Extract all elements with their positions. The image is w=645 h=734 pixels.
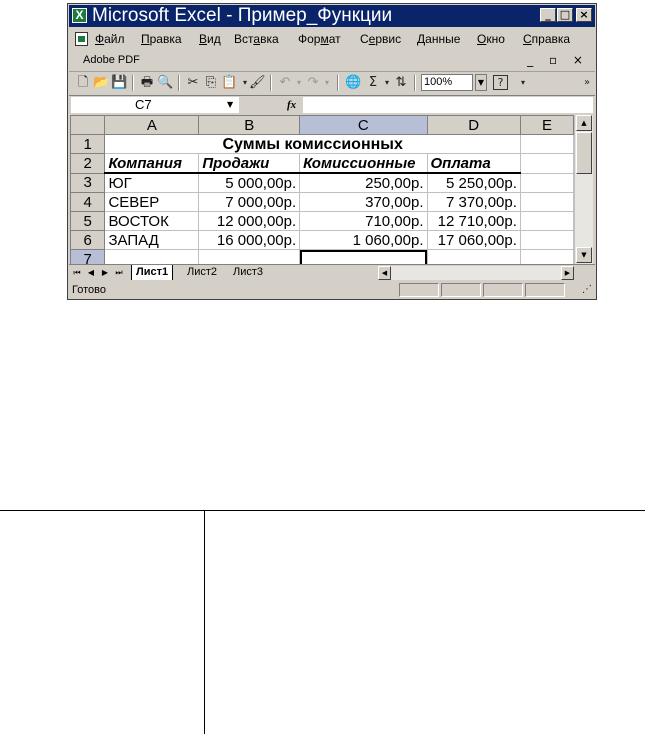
cut-icon[interactable]: ✂	[187, 75, 199, 90]
print-icon[interactable]: 🖶	[140, 75, 154, 90]
data-cell[interactable]: 7 000,00р.	[199, 193, 300, 212]
data-cell[interactable]: 5 000,00р.	[199, 173, 300, 193]
horizontal-scrollbar[interactable]	[378, 266, 574, 280]
cell-table	[70, 115, 574, 264]
maximize-button[interactable]: □	[557, 8, 573, 22]
data-cell[interactable]: СЕВЕР	[105, 193, 199, 212]
toolbar-overflow-icon[interactable]: »	[583, 77, 591, 88]
paste-icon[interactable]: 📋	[221, 75, 238, 90]
help-icon[interactable]: ?	[493, 75, 508, 90]
formula-input[interactable]	[303, 97, 593, 113]
status-panel	[483, 283, 523, 297]
toolbar-separator	[414, 75, 416, 91]
column-header-d[interactable]: D	[427, 116, 520, 135]
header-cell-payment[interactable]: Оплата	[427, 154, 520, 174]
header-cell-sales[interactable]: Продажи	[199, 154, 300, 174]
menu-edit[interactable]: Правка	[141, 32, 182, 46]
cell[interactable]	[520, 193, 573, 212]
menu-file[interactable]: Файл	[95, 32, 125, 46]
status-panel	[525, 283, 565, 297]
adobe-pdf-toolbar	[69, 50, 595, 72]
row-header[interactable]: 1	[71, 135, 105, 154]
document-window-controls[interactable]: _ ▫ ×	[527, 53, 589, 67]
cell[interactable]	[520, 173, 573, 193]
row-header[interactable]: 4	[71, 193, 105, 212]
window-title: Microsoft Excel - Пример_Функции	[92, 5, 393, 26]
menu-tools[interactable]: Сервис	[360, 32, 402, 46]
active-cell-c7[interactable]	[300, 250, 427, 265]
prev-sheet-icon[interactable]: ◀	[87, 268, 95, 277]
sheet-tab-3[interactable]: Лист3	[233, 266, 264, 278]
cell[interactable]	[427, 250, 520, 265]
column-header-c[interactable]: C	[300, 116, 427, 135]
row-header[interactable]: 7	[71, 250, 105, 265]
redo-icon[interactable]: ↷	[307, 75, 319, 90]
menu-window[interactable]: Окно	[477, 32, 505, 46]
cell[interactable]	[520, 212, 573, 231]
column-header-a[interactable]: A	[105, 116, 199, 135]
data-cell[interactable]: 12 000,00р.	[199, 212, 300, 231]
divider-line	[0, 510, 645, 511]
next-sheet-icon[interactable]: ▶	[101, 268, 109, 277]
minimize-button[interactable]: _	[540, 8, 556, 22]
data-cell[interactable]: 7 370,00р.	[427, 193, 520, 212]
close-button[interactable]: ×	[576, 8, 592, 22]
menu-help[interactable]: Справка	[523, 32, 571, 46]
scroll-down-icon[interactable]: ▼	[576, 247, 592, 263]
sort-ascending-icon[interactable]: ⇅	[395, 75, 407, 90]
cell[interactable]	[520, 135, 573, 154]
open-folder-icon[interactable]: 📂	[93, 75, 110, 90]
excel-app-icon[interactable]: X	[72, 8, 87, 23]
row-header[interactable]: 3	[71, 173, 105, 193]
worksheet-grid	[70, 115, 574, 264]
sheet-tab-bar	[69, 264, 595, 281]
workbook-icon[interactable]	[75, 32, 88, 46]
toolbar-separator	[178, 75, 180, 91]
cell[interactable]	[105, 250, 199, 265]
data-cell[interactable]: ЗАПАД	[105, 231, 199, 250]
last-sheet-icon[interactable]: ⏭	[115, 268, 123, 277]
toolbar-separator	[132, 75, 134, 91]
zoom-dropdown-icon[interactable]: ▼	[475, 74, 487, 91]
header-cell-company[interactable]: Компания	[105, 154, 199, 174]
select-all-corner[interactable]	[71, 116, 105, 135]
format-painter-icon[interactable]: 🖌	[249, 75, 266, 90]
status-bar	[69, 281, 595, 299]
print-preview-icon[interactable]: 🔍	[157, 75, 174, 90]
data-cell[interactable]: ВОСТОК	[105, 212, 199, 231]
new-document-icon[interactable]: 🗋	[77, 75, 89, 90]
resize-grip-icon[interactable]: ⋰	[582, 284, 592, 295]
redo-dropdown-icon[interactable]: ▾	[324, 78, 329, 87]
row-header[interactable]: 5	[71, 212, 105, 231]
zoom-select[interactable]: 100%	[421, 74, 473, 91]
status-text: Готово	[72, 284, 106, 296]
menu-format[interactable]: Формат	[298, 32, 341, 46]
vertical-scrollbar[interactable]	[574, 115, 593, 264]
data-cell[interactable]: ЮГ	[105, 173, 199, 193]
row-header[interactable]: 2	[71, 154, 105, 174]
data-cell[interactable]: 1 060,00р.	[300, 231, 427, 250]
header-cell-commission[interactable]: Комиссионные	[300, 154, 427, 174]
paste-dropdown-icon[interactable]: ▾	[242, 78, 247, 87]
formula-bar	[69, 96, 595, 114]
column-header-b[interactable]: B	[199, 116, 300, 135]
row-header[interactable]: 6	[71, 231, 105, 250]
first-sheet-icon[interactable]: ⏮	[73, 268, 81, 277]
save-icon[interactable]: 💾	[111, 75, 128, 90]
data-cell[interactable]: 16 000,00р.	[199, 231, 300, 250]
undo-dropdown-icon[interactable]: ▾	[296, 78, 301, 87]
hyperlink-icon[interactable]: 🌐	[345, 75, 362, 90]
sheet-tab-2[interactable]: Лист2	[187, 266, 218, 278]
scroll-thumb[interactable]	[576, 132, 592, 174]
data-cell[interactable]: 5 250,00р.	[427, 173, 520, 193]
cell[interactable]	[199, 250, 300, 265]
name-box-value: C7	[135, 97, 152, 112]
sheet-title-cell[interactable]: Суммы комиссионных	[105, 135, 520, 154]
adobe-pdf-menu[interactable]: Adobe PDF	[83, 54, 140, 66]
status-panel	[441, 283, 481, 297]
menu-insert[interactable]: Вставка	[234, 32, 279, 46]
data-cell[interactable]: 17 060,00р.	[427, 231, 520, 250]
menu-data[interactable]: Данные	[417, 32, 461, 46]
name-box[interactable]	[71, 97, 239, 113]
toolbar-separator	[270, 75, 272, 91]
cell[interactable]	[520, 231, 573, 250]
autosum-dropdown-icon[interactable]: ▾	[384, 78, 389, 87]
copy-icon[interactable]: ⎘	[205, 75, 217, 90]
menu-bar	[69, 28, 595, 50]
status-panel	[399, 283, 439, 297]
data-cell[interactable]: 710,00р.	[300, 212, 427, 231]
name-box-dropdown-icon[interactable]: ▼	[227, 100, 234, 109]
title-bar[interactable]	[69, 5, 595, 27]
toolbar-options-icon[interactable]: ▾	[520, 78, 525, 87]
cell[interactable]	[520, 154, 573, 174]
autosum-icon[interactable]: Σ	[368, 75, 378, 90]
scroll-right-icon[interactable]: ▶	[561, 266, 574, 280]
data-cell[interactable]: 250,00р.	[300, 173, 427, 193]
data-cell[interactable]: 12 710,00р.	[427, 212, 520, 231]
divider-line	[204, 511, 205, 734]
insert-function-icon[interactable]: fx	[287, 99, 297, 111]
menu-view[interactable]: Вид	[199, 32, 221, 46]
scroll-left-icon[interactable]: ◀	[378, 266, 391, 280]
standard-toolbar	[69, 71, 595, 96]
sheet-tab-1[interactable]: Лист1	[131, 265, 173, 280]
scroll-up-icon[interactable]: ▲	[576, 115, 592, 131]
cell[interactable]	[520, 250, 573, 265]
toolbar-separator	[337, 75, 339, 91]
data-cell[interactable]: 370,00р.	[300, 193, 427, 212]
excel-window	[67, 3, 597, 300]
undo-icon[interactable]: ↶	[279, 75, 291, 90]
column-header-e[interactable]: E	[520, 116, 573, 135]
